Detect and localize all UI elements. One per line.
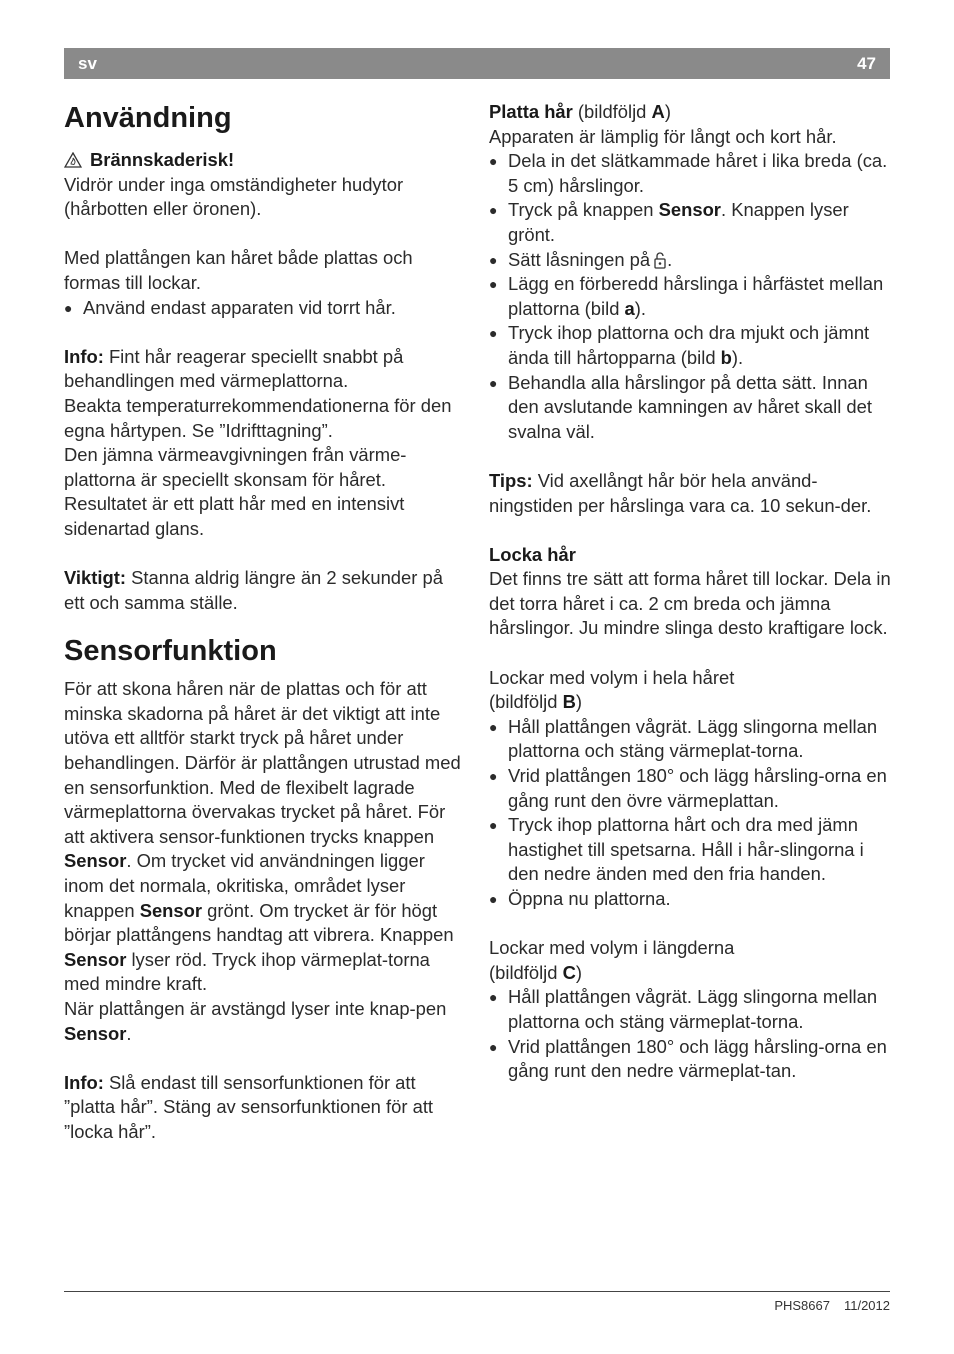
important-paragraph: Viktigt: Stanna aldrig längre än 2 sekunder på ett och samma ställe. xyxy=(64,567,443,613)
info-paragraph: Info: Fint hår reagerar speciellt snabbt på behandlingen med värmeplattorna. xyxy=(64,345,404,392)
list-item: ● Håll plattången vågrät. Lägg slingorna mellan plattorna och stäng värmeplat-torna. xyxy=(489,985,891,1034)
heat-paragraph: Den jämna värmeavgivningen från värme-plattorna är speciellt skonsam för håret. Resultatet är ett platt hår med en intensivt sidenartad glans. xyxy=(64,444,407,539)
platta-intro: Apparaten är lämplig för långt och kort hår. xyxy=(489,125,837,147)
sensor-off-paragraph: När plattången är avstängd lyser inte knap-pen Sensor. xyxy=(64,998,447,1044)
tips-paragraph: Tips: Vid axellångt hår bör hela använd-ningstiden per hårslinga vara ca. 10 sekun-der. xyxy=(489,469,872,516)
list-item: ● Dela in det slätkammade håret i lika breda (ca. 5 cm) hårslingor. xyxy=(489,149,891,198)
revision-date: 11/2012 xyxy=(843,1298,890,1313)
list-item: ● Öppna nu plattorna. xyxy=(489,887,891,912)
subheading-volym-hela: Lockar med volym i hela håret xyxy=(489,666,735,688)
temperature-paragraph: Beakta temperaturrekommendationerna för den egna hårtypen. Se ”Idrifttagning”. xyxy=(64,394,452,441)
sensor-paragraph: För att skona håren när de plattas och för att minska skadorna på håret är det viktigt att inte utöva ett alltför starkt tryck på håret under behandlingen. Därför är plattången utrustad med en sensorfunktion. Med de flexibelt lagrade värmeplattorna övervakas trycket på håret. För att aktivera sensor-funktionen trycks knappen Sensor. Om trycket vid användningen ligger inom det normala, okritiska, området lyser knappen Sensor grönt. Om trycket är för högt börjar plattångens handtag att vibrera. Knappen Sensor lyser röd. Tryck ihop värmeplat-torna med mindre kraft. xyxy=(64,678,461,995)
list-item: ● Vrid plattången 180° och lägg hårsling-orna en gång runt den nedre värmeplat-tan. xyxy=(489,1035,891,1084)
list-item: ● Lägg en förberedd hårslinga i hårfästet mellan plattorna (bild a). xyxy=(489,272,891,321)
warning-heading: Brännskaderisk! xyxy=(64,148,464,173)
info-sensor-paragraph: Info: Slå endast till sensorfunktionen för att ”platta hår”. Stäng av sensorfunktionen för att ”locka hår”. xyxy=(64,1071,434,1142)
list-item: ● Vrid plattången 180° och lägg hårsling-orna en gång runt den övre värmeplattan. xyxy=(489,764,891,813)
section-heading-sensorfunktion: Sensorfunktion xyxy=(64,635,277,668)
list-item: ● Sätt låsningen på . xyxy=(489,248,891,273)
list-item: ● Tryck på knappen Sensor. Knappen lyser grönt. xyxy=(489,198,891,247)
list-item: ● Behandla alla hårslingor på detta sätt. Innan den avslutande kamningen av håret skall det svalna väl. xyxy=(489,371,891,445)
locka-paragraph: Det finns tre sätt att forma håret till lockar. Dela in det torra håret i ca. 2 cm breda och jämna hårslingor. Ju mindre slinga desto kraftigare lock. xyxy=(489,568,891,639)
footer-divider xyxy=(64,1291,890,1292)
model-number: PHS8667 xyxy=(774,1298,830,1313)
list-item: ● Använd endast apparaten vid torrt hår. xyxy=(64,296,464,321)
right-column xyxy=(489,100,891,1084)
subheading-volym-langderna: Lockar med volym i längderna xyxy=(489,937,735,959)
list-item: ● Tryck ihop plattorna hårt och dra med jämn hastighet till spetsarna. Håll i hår-slingorna i den nedre änden med den fria handen. xyxy=(489,813,891,887)
page-number: 47 xyxy=(857,54,876,73)
sequence-c-label: (bildföljd C) xyxy=(489,961,583,983)
list-item: ● Håll plattången vågrät. Lägg slingorna mellan plattorna och stäng värmeplat-torna. xyxy=(489,715,891,764)
unlock-icon xyxy=(653,251,667,269)
sequence-b-label: (bildföljd B) xyxy=(489,691,583,713)
footer xyxy=(774,1298,890,1313)
intro-paragraph: Med plattången kan håret både plattas och formas till lockar. xyxy=(64,247,413,293)
language-code: sv xyxy=(78,54,97,73)
left-column xyxy=(64,100,464,1145)
header-bar xyxy=(64,48,890,79)
list-item: ● Tryck ihop plattorna och dra mjukt och jämnt ända till hårtopparna (bild b). xyxy=(489,321,891,370)
warning-text: Vidrör under inga omständigheter hudytor (hårbotten eller öronen). xyxy=(64,173,404,220)
subheading-locka-har: Locka hår xyxy=(489,543,576,565)
section-heading-anvandning: Användning xyxy=(64,102,232,134)
subheading-platta-har: Platta hår (bildföljd A) xyxy=(489,101,671,122)
warning-triangle-icon xyxy=(64,152,82,168)
